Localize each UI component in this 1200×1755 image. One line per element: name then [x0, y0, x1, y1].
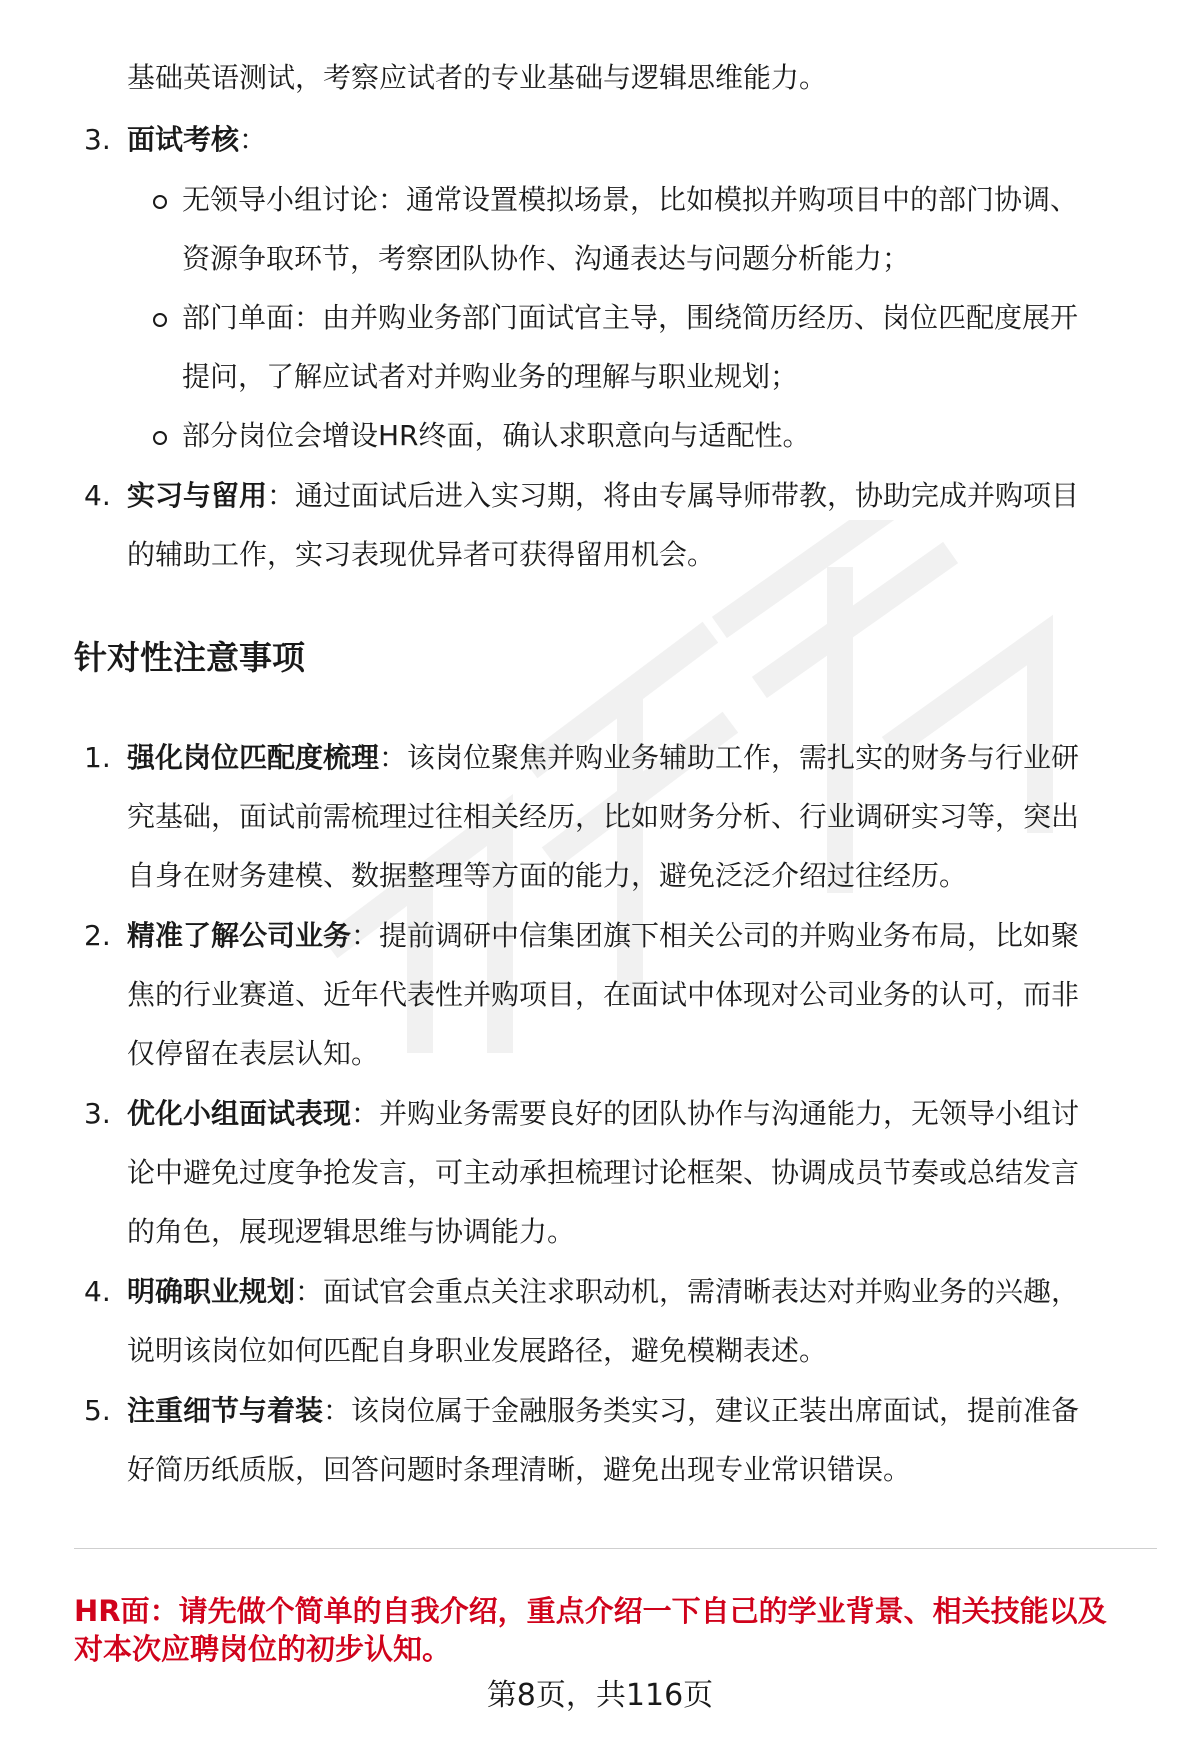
tip-4-line-2: 说明该岗位如何匹配自身职业发展路径，避免模糊表述。	[127, 1334, 828, 1367]
tip-3-line-2: 论中避免过度争抢发言，可主动承担梳理讨论框架、协调成员节奏或总结发言	[127, 1156, 1080, 1189]
page-number-footer: 第8页，共116页	[486, 1678, 714, 1713]
tip-1-number: 1.	[84, 741, 111, 774]
hr-question-line-2: 对本次应聘岗位的初步认知。	[74, 1632, 452, 1666]
hr-question-line-1: HR面：请先做个简单的自我介绍，重点介绍一下自己的学业背景、相关技能以及	[74, 1594, 1107, 1628]
process-item-3-separator: ：	[239, 123, 268, 156]
tip-4-number: 4.	[84, 1275, 111, 1308]
circle-bullet-icon	[153, 431, 167, 445]
tip-3-line-1	[127, 1094, 1079, 1134]
process-item-4-text: ：通过面试后进入实习期，将由专属导师带教，协助完成并购项目	[267, 479, 1080, 512]
tip-5-number: 5.	[84, 1394, 111, 1427]
circle-bullet-icon	[153, 195, 167, 209]
tip-1-line-3: 自身在财务建模、数据整理等方面的能力，避免泛泛介绍过往经历。	[127, 859, 968, 892]
process-item-3-title: 面试考核	[127, 123, 240, 156]
tip-4-title: 明确职业规划	[127, 1275, 296, 1308]
tip-2-number: 2.	[84, 919, 111, 952]
interview-bullet-1-line-1: 无领导小组讨论：通常设置模拟场景，比如模拟并购项目中的部门协调、	[182, 183, 1079, 216]
tip-4-text: ：面试官会重点关注求职动机，需清晰表达对并购业务的兴趣，	[295, 1275, 1080, 1308]
tip-3-line-3: 的角色，展现逻辑思维与协调能力。	[127, 1215, 576, 1248]
tip-5-text: ：该岗位属于金融服务类实习，建议正装出席面试，提前准备	[323, 1394, 1080, 1427]
continuation-text: 基础英语测试，考察应试者的专业基础与逻辑思维能力。	[127, 61, 828, 94]
interview-bullet-3-line-1: 部分岗位会增设HR终面，确认求职意向与适配性。	[182, 419, 811, 452]
tip-3-text: ：并购业务需要良好的团队协作与沟通能力，无领导小组讨	[351, 1097, 1080, 1130]
tip-3-number: 3.	[84, 1097, 111, 1130]
tip-1-title: 强化岗位匹配度梳理	[127, 741, 380, 774]
process-item-4-line-2: 的辅助工作，实习表现优异者可获得留用机会。	[127, 538, 716, 571]
process-item-3-heading	[127, 120, 267, 160]
circle-bullet-icon	[153, 313, 167, 327]
tip-3-title: 优化小组面试表现	[127, 1097, 352, 1130]
tip-4-line-1	[127, 1272, 1079, 1312]
process-item-4-line-1	[127, 476, 1079, 516]
tip-2-line-2: 焦的行业赛道、近年代表性并购项目，在面试中体现对公司业务的认可，而非	[127, 978, 1080, 1011]
process-item-4-number: 4.	[84, 479, 111, 512]
section-divider	[74, 1548, 1157, 1549]
tip-2-line-1	[127, 916, 1079, 956]
section-heading: 针对性注意事项	[74, 638, 305, 677]
process-item-3-number: 3.	[84, 123, 111, 156]
interview-bullet-2-line-1: 部门单面：由并购业务部门面试官主导，围绕简历经历、岗位匹配度展开	[182, 301, 1079, 334]
tip-2-title: 精准了解公司业务	[127, 919, 352, 952]
tip-1-text: ：该岗位聚焦并购业务辅助工作，需扎实的财务与行业研	[379, 741, 1080, 774]
interview-bullet-1-line-2: 资源争取环节，考察团队协作、沟通表达与问题分析能力；	[182, 242, 911, 275]
tip-1-line-1	[127, 738, 1079, 778]
tip-1-line-2: 究基础，面试前需梳理过往相关经历，比如财务分析、行业调研实习等，突出	[127, 800, 1080, 833]
tip-2-text: ：提前调研中信集团旗下相关公司的并购业务布局，比如聚	[351, 919, 1080, 952]
tip-5-line-1	[127, 1391, 1079, 1431]
tip-5-title: 注重细节与着装	[127, 1394, 324, 1427]
interview-bullet-2-line-2: 提问，了解应试者对并购业务的理解与职业规划；	[182, 360, 799, 393]
tip-2-line-3: 仅停留在表层认知。	[127, 1037, 380, 1070]
process-item-4-title: 实习与留用	[127, 479, 268, 512]
tip-5-line-2: 好简历纸质版，回答问题时条理清晰，避免出现专业常识错误。	[127, 1453, 912, 1486]
